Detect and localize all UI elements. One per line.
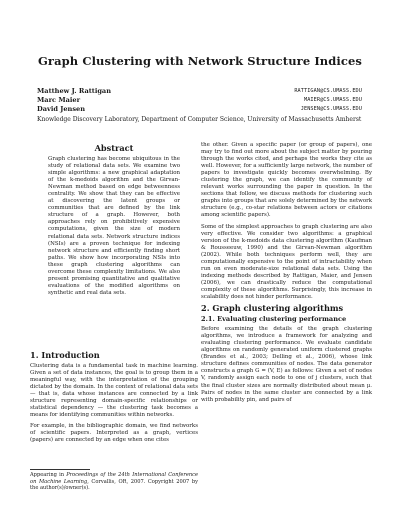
footnote-rule <box>30 469 90 470</box>
body-paragraph: the other. Given a specific paper (or group of papers), one may try to find out more about the subject matter by pouring through the works cited, and perhaps the works they cite as well. However, for a sufficiently large network, the number of papers to investigate quickly becomes overwhelming. By clustering the graph, we can identify the community of relevant works surrounding the paper in question. In the sections that follow, we discuss methods for clustering such graphs into groups that are solely determined by the network structure (e.g., co-star relations between actors or citations among scientific papers). <box>201 142 372 219</box>
section-heading-introduction: 1. Introduction <box>30 350 100 360</box>
footnote-prefix: Appearing in <box>30 472 67 478</box>
author-row <box>37 105 362 114</box>
author-name: Matthew J. Rattigan <box>37 87 111 95</box>
abstract-body <box>48 156 180 301</box>
subsection-heading-evaluation: 2.1. Evaluating clustering performance <box>201 315 347 324</box>
abstract-heading: Abstract <box>94 143 134 153</box>
author-name: David Jensen <box>37 105 86 113</box>
body-paragraph: Some of the simplest approaches to graph clustering are also very effective. We consider two algorithms: a graphical version of the k-medoids data clustering algorithm (Kaufman & Rousseeuw, 1990) and the Girvan-Newman algorithm (2002). While both techniques perform well, they are computationally expensive to the point of intractability when run on even moderate-size relational data sets. Using the indexing methods described by Rattigan, Maier, and Jensen (2006), we can drastically reduce the computational complexity of these algorithms. Surprisingly, this increase in scalability does not hinder performance. <box>201 223 372 300</box>
introduction-paragraph: Clustering data is a fundamental task in machine learning. Given a set of data instances, the goal is to group them in a meaningful way, with the interpretation of the grouping dictated by the domain. In the context of relational data sets — that is, data whose instances are connected by a link structure representing domain-specific relationships or statistical dependency — the clustering task becomes a means for identifying communities within networks. <box>30 363 198 419</box>
introduction-body <box>30 363 198 449</box>
body-paragraph: Before examining the details of the graph clustering algorithms, we introduce a framework for analyzing and evaluating clustering performance. We evaluate candidate algorithms on randomly generated uniform clustered graphs (Brandes et al., 2003; Delling et al., 2006), whose link structure defines communities of nodes. The data generator constructs a graph G = (V, E) as follows: Given a set of nodes V, randomly assign each node to one of j clusters, such that the final cluster sizes are normally distributed about mean μ. Pairs of nodes in the same cluster are connected by a link with probability pin, and pairs of <box>201 326 372 403</box>
section-heading-graph-clustering: 2. Graph clustering algorithms <box>201 303 344 314</box>
abstract-paragraph: Graph clustering has become ubiquitous in the study of relational data sets. We examine two simple algorithms: a new graphical adaptation of the k-medoids algorithm and the Girvan-Newman method based on edge betweenness centrality. We show that they can be effective at discovering the latent groups or communities that are defined by the link structure of a graph. However, both approaches rely on prohibitively expensive computations, given the size of modern relational data sets. Network structure indices (NSIs) are a proven technique for indexing network structure and efficiently finding short paths. We show how incorporating NSIs into these graph clustering algorithms can overcome these complexity limitations. We also present promising quantitative and qualitative evaluations of the modified algorithms on synthetic and real data sets. <box>48 156 180 296</box>
author-email: JENSEN@CS.UMASS.EDU <box>300 106 362 112</box>
author-email: RATTIGAN@CS.UMASS.EDU <box>294 88 362 94</box>
author-row <box>37 87 362 96</box>
author-name: Marc Maier <box>37 96 81 104</box>
footnote <box>30 472 198 492</box>
author-row <box>37 96 362 105</box>
author-email: MAIER@CS.UMASS.EDU <box>303 97 362 103</box>
footnote-venue: Proceedings of the 24th International Conference on Machine Learning <box>30 472 198 485</box>
paper-title: Graph Clustering with Network Structure Indices <box>38 54 362 68</box>
introduction-paragraph: For example, in the bibliographic domain, we find networks of scientific papers. Interpreted as a graph, vertices (papers) are connected by an edge when one cites <box>30 423 198 444</box>
affiliation: Knowledge Discovery Laboratory, Department of Computer Science, University of Massachusetts Amherst <box>37 116 362 123</box>
footnote-suffix: , Corvallis, OR, 2007. Copyright 2007 by the author(s)/owner(s). <box>30 478 198 492</box>
right-column <box>201 142 372 408</box>
author-block <box>37 87 362 124</box>
